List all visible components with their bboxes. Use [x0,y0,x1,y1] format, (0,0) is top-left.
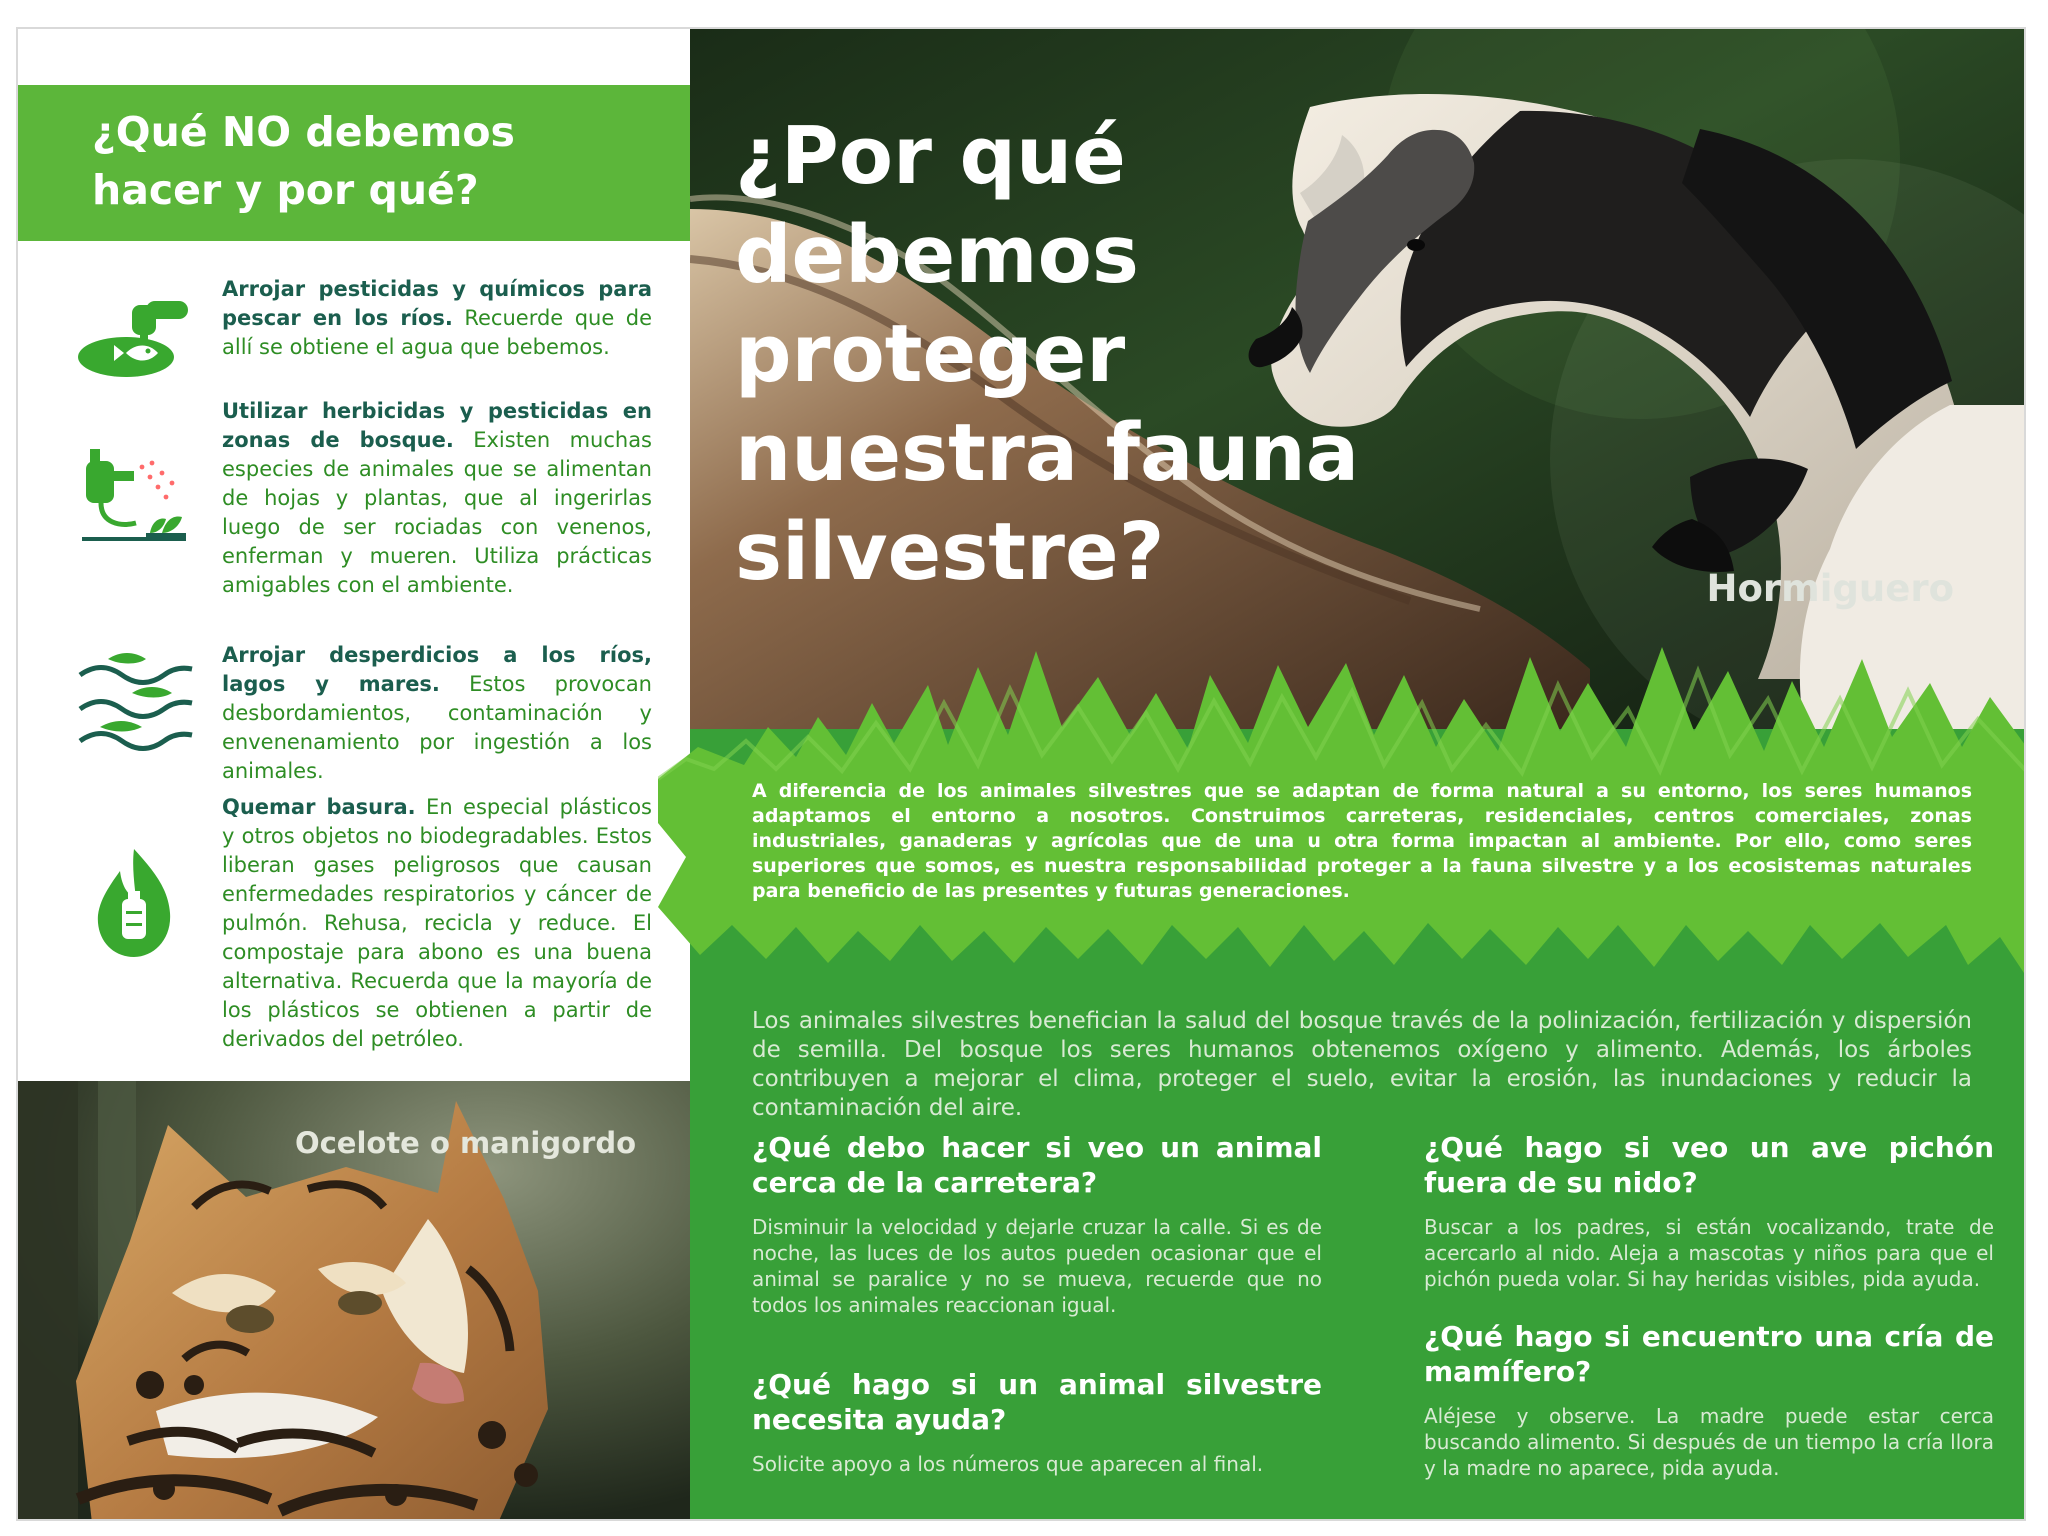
qa-animal-help-answer: Solicite apoyo a los números que aparecen al final. [752,1452,1264,1476]
left-item-pesticides-rivers-text [222,275,652,362]
flame-bottle-icon [76,841,196,961]
ocelot-photo [18,1081,690,1521]
left-item-herbicides-forest-rest: Existen muchas especies de animales que se alimentan de hojas y plantas, que al ingerirlas luego de ser rociadas con venenos, enferman y mueren. Utiliza prácticas amigables con el ambiente. [222,428,652,597]
brochure-sheet [16,27,2026,1521]
intro-text: Los animales silvestres benefician la salud del bosque través de la polinización, fertilización y dispersión de semilla. Del bosque los seres humanos obtenemos oxígeno y alimento. Además, los árboles contribuyen a mejorar el clima, proteger el suelo, evitar la erosión, las inundaciones y reducir la contaminación del aire. [752,1008,1972,1121]
qa-animal-help-question: ¿Qué hago si un animal silvestre necesita ayuda? [752,1368,1322,1436]
ocelot-label: Ocelote o manigordo [294,1126,636,1160]
left-title: ¿Qué NO debemos hacer y por qué? [92,108,515,214]
qa-chick-nest-answer: Buscar a los padres, si están vocalizando, trate de acercarlo al nido. Aleja a mascotas y niños para que el pichón pueda volar. Si hay heridas visibles, pida ayuda. [1424,1215,1994,1291]
left-item-herbicides-forest-lead: Utilizar herbicidas y pesticidas en zonas de bosque. [222,399,652,452]
qa-animal-help [752,1367,1322,1477]
anteater-label: Hormiguero [1706,567,1954,610]
left-item-pesticides-rivers-rest: Recuerde que de allí se obtiene el agua que bebemos. [222,306,652,359]
left-header [18,85,690,241]
left-item-burn-trash-text [222,793,652,1054]
right-photo-panel [690,29,2026,729]
left-item-burn-trash-rest: En especial plásticos y otros objetos no biodegradables. Estos liberan gases peligrosos que causan enfermedades respiratorios y cáncer de pulmón. Rehusa, recicla y reduce. El compostaje para abono es una buena alternativa. Recuerda que la mayoría de los plásticos se obtienen a partir de derivados del petróleo. [222,795,652,1051]
qa-road-animal-question: ¿Qué debo hacer si veo un animal cerca de la carretera? [752,1131,1322,1199]
qa-road-animal-answer: Disminuir la velocidad y dejarle cruzar la calle. Si es de noche, las luces de los autos pueden ocasionar que el animal se paralice y no se mueva, recuerde que no todos los animales reaccionan igual. [752,1215,1322,1317]
qa-chick-nest [1424,1130,1994,1292]
left-item-waste-rivers-text [222,641,652,786]
qa-chick-nest-question: ¿Qué hago si veo un ave pichón fuera de su nido? [1424,1131,1994,1199]
qa-mammal-baby-answer: Aléjese y observe. La madre puede estar cerca buscando alimento. Si después de un tiempo la cría llora y la madre no aparece, pida ayuda. [1424,1404,1994,1480]
left-item-waste-rivers-rest: Estos provocan desbordamientos, contaminación y envenenamiento por ingestión a los animales. [222,672,652,783]
pipe-fish-water-icon [76,275,196,395]
waves-waste-icon [76,641,196,761]
qa-mammal-baby [1424,1319,1994,1481]
qa-mammal-baby-question: ¿Qué hago si encuentro una cría de mamífero? [1424,1320,1994,1388]
main-title: ¿Por qué debemos proteger nuestra fauna silvestre? [735,110,1360,598]
sprayer-plant-icon [76,441,196,561]
left-item-pesticides-rivers-lead: Arrojar pesticidas y químicos para pescar en los ríos. [222,277,652,330]
left-item-herbicides-forest-text [222,397,652,600]
left-item-burn-trash-lead: Quemar basura. [222,795,416,819]
left-item-waste-rivers-lead: Arrojar desperdicios a los ríos, lagos y mares. [222,643,652,696]
grass-text: A diferencia de los animales silvestres que se adaptan de forma natural a su entorno, los seres humanos adaptamos el entorno a nosotros. Construimos carreteras, residenciales, centros comerciales, zonas industriales, ganaderas y agrícolas que de una u otra forma impactan al ambiente. Por ello, como seres superiores que somos, es nuestra responsabilidad proteger a la fauna silvestre y a los ecosistemas naturales para beneficio de las presentes y futuras generaciones. [752,780,1972,902]
qa-road-animal [752,1130,1322,1318]
left-panel [18,29,690,1081]
